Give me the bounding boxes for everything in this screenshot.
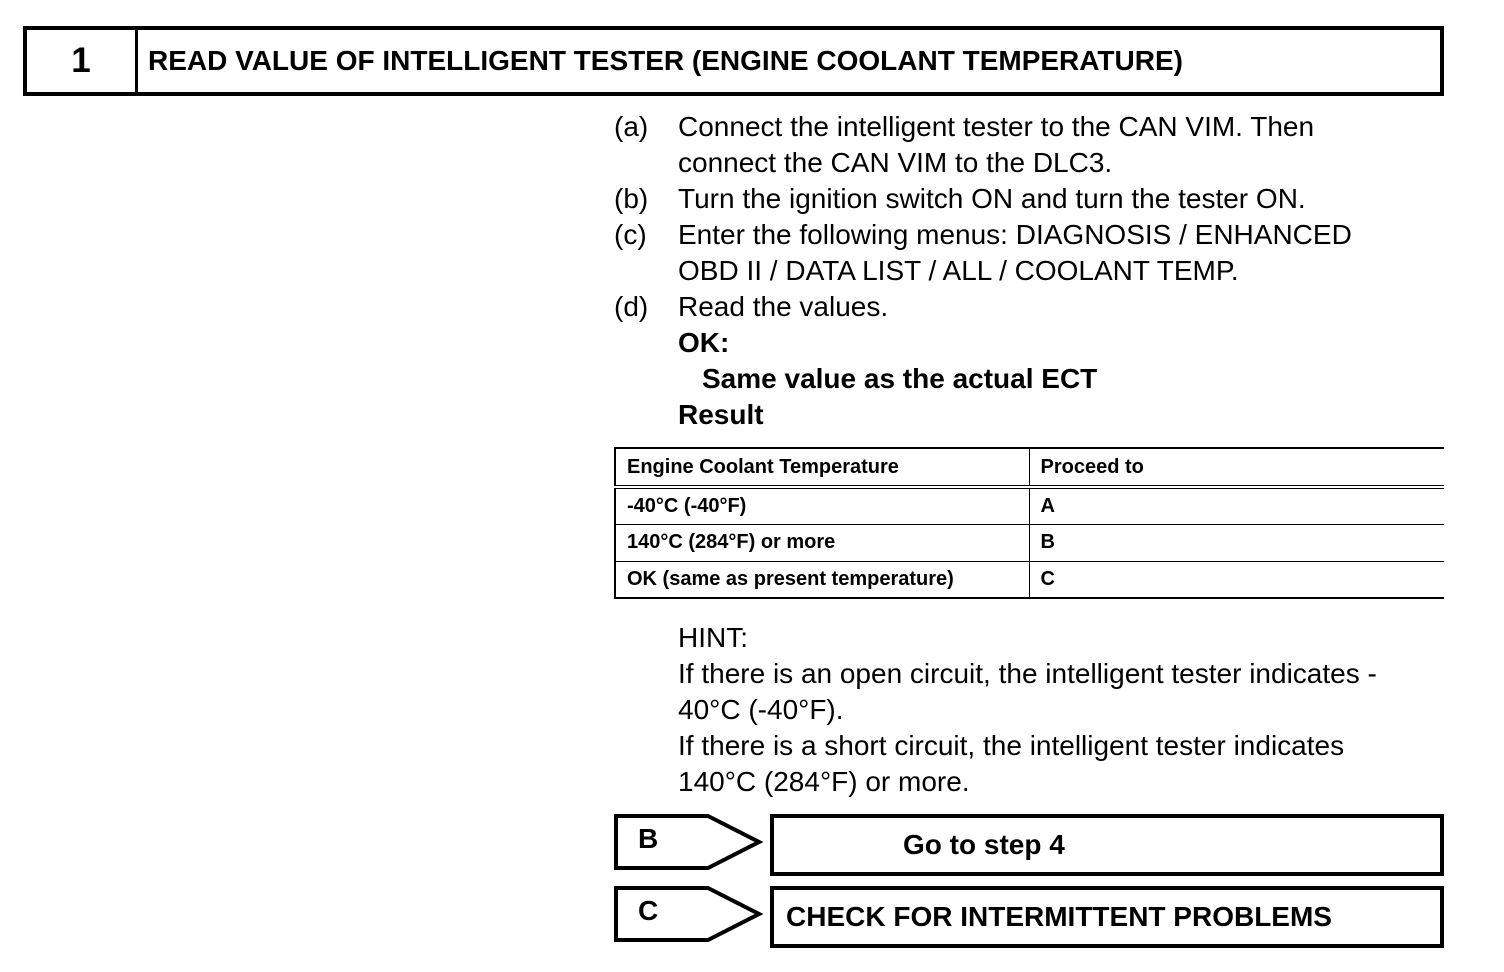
step-text [678,109,1444,181]
table-cell: OK (same as present temperature) [615,561,1029,598]
step-line: Turn the ignition switch ON and turn the tester ON. [678,183,1306,214]
branch-label: C [638,895,659,926]
branch-label: B [638,823,659,854]
step-label: (a) [614,111,649,142]
step-line: connect the CAN VIM to the DLC3. [678,147,1113,178]
table-header: Engine Coolant Temperature [615,448,1029,487]
branch-c-action[interactable]: CHECK FOR INTERMITTENT PROBLEMS [770,886,1444,948]
table-cell: B [1029,524,1444,561]
table-cell: A [1029,487,1444,524]
hint-line: If there is a short circuit, the intelligent tester indicates [678,730,1345,761]
step-text [678,289,1444,325]
ok-value: Same value as the actual ECT [702,363,1098,394]
step-c [614,217,1444,289]
step-a [614,109,1444,181]
table-cell: C [1040,567,1055,590]
hint-label: HINT: [678,622,748,653]
result-label: Result [678,399,764,430]
step-line: OBD II / DATA LIST / ALL / COOLANT TEMP. [678,255,1239,286]
hint-line: 40°C (-40°F). [678,694,844,725]
branch-c-arrow [614,886,764,942]
table-row [615,561,1444,598]
step-text [678,181,1444,217]
hint-line: If there is an open circuit, the intelligent tester indicates - [678,658,1377,689]
table-row [615,524,1444,561]
step-title: READ VALUE OF INTELLIGENT TESTER (ENGINE COOLANT TEMPERATURE) [148,45,1183,76]
branch-b-action[interactable]: Go to step 4 [770,814,1444,876]
branch-b-arrow [614,814,764,870]
step-label: (b) [614,183,649,214]
table-row [615,487,1444,524]
table-cell: 140°C (284°F) or more [615,524,1029,561]
arrow-pentagon-icon [614,814,764,870]
ok-label: OK: [678,327,730,358]
step-label: (c) [614,219,647,250]
table-header: Proceed to [1029,448,1444,487]
step-number: 1 [27,30,138,92]
step-header [23,26,1444,96]
table-header-row [615,448,1444,487]
table-cell: -40°C (-40°F) [615,487,1029,524]
step-line: Enter the following menus: DIAGNOSIS / ENHANCED [678,219,1352,250]
step-line: Read the values. [678,291,889,322]
step-text [678,217,1444,289]
step-line: Connect the intelligent tester to the CAN VIM. Then [678,111,1315,142]
arrow-pentagon-icon [614,886,764,942]
step-d [614,289,1444,325]
step-b [614,181,1444,217]
procedure-steps [614,109,1444,433]
hint-block [678,620,1448,800]
hint-line: 140°C (284°F) or more. [678,766,970,797]
step-label: (d) [614,291,649,322]
result-table [614,447,1444,599]
